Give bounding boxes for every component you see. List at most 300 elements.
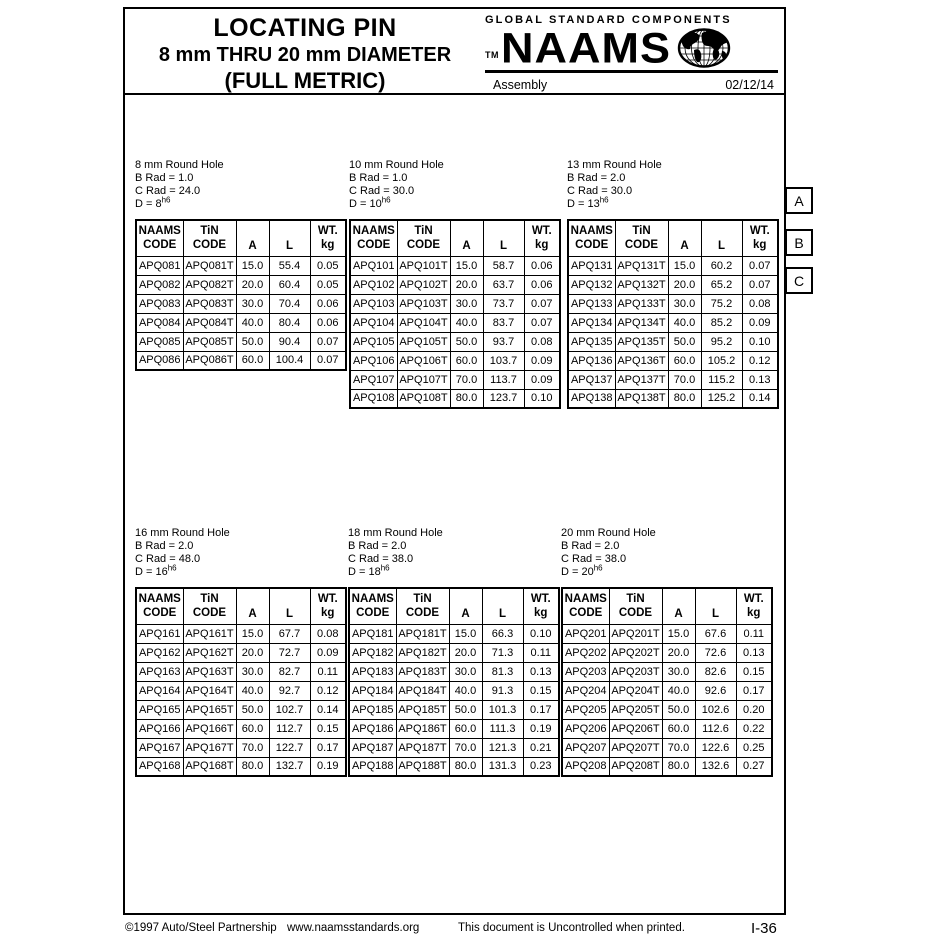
col-header-naams-code: NAAMS CODE: [136, 588, 183, 624]
cell: 82.7: [269, 662, 310, 681]
cell: APQ166T: [183, 719, 236, 738]
d-value: [135, 195, 347, 211]
d-base: D = 20: [561, 566, 594, 578]
hole-info-block: [561, 527, 773, 579]
cell: 121.3: [482, 738, 523, 757]
cell: APQ165T: [183, 700, 236, 719]
col-header-a: A: [450, 220, 483, 256]
cell: 122.6: [695, 738, 736, 757]
cell: APQ181T: [396, 624, 449, 643]
cell: APQ081: [136, 256, 183, 275]
cell: APQ203T: [609, 662, 662, 681]
cell: 92.7: [269, 681, 310, 700]
cell: APQ102: [350, 275, 397, 294]
table-row: [136, 757, 346, 776]
cell: 20.0: [449, 643, 482, 662]
cell: 20.0: [236, 643, 269, 662]
cell: APQ161: [136, 624, 183, 643]
cell: 0.11: [310, 662, 346, 681]
table-row: [568, 294, 778, 313]
table-row: [350, 256, 560, 275]
cell: APQ168: [136, 757, 183, 776]
cell: 58.7: [483, 256, 524, 275]
d-tolerance: h6: [599, 195, 609, 205]
side-label-a: A: [785, 187, 813, 214]
cell: APQ084: [136, 313, 183, 332]
cell: 15.0: [450, 256, 483, 275]
hole-title: 8 mm Round Hole: [135, 159, 224, 171]
table-row: [136, 738, 346, 757]
cell: APQ103T: [397, 294, 450, 313]
cell: APQ185T: [396, 700, 449, 719]
cell: APQ186: [349, 719, 396, 738]
cell: APQ203: [562, 662, 609, 681]
cell: 91.3: [482, 681, 523, 700]
brand-name: NAAMS: [501, 23, 671, 72]
cell: 0.06: [310, 294, 346, 313]
table-row: [568, 389, 778, 408]
cell: 60.0: [236, 719, 269, 738]
cell: APQ086: [136, 351, 183, 370]
cell: APQ207T: [609, 738, 662, 757]
cell: 60.0: [662, 719, 695, 738]
cell: 0.13: [742, 370, 778, 389]
d-tolerance: h6: [593, 563, 603, 573]
cell: 111.3: [482, 719, 523, 738]
brand-logo-row: [485, 23, 778, 72]
col-header-a: A: [449, 588, 482, 624]
cell: APQ185: [349, 700, 396, 719]
table-row: [136, 681, 346, 700]
cell: 70.0: [449, 738, 482, 757]
cell: 122.7: [269, 738, 310, 757]
d-tolerance: h6: [380, 563, 390, 573]
table-row: [136, 700, 346, 719]
globe-icon: [676, 27, 732, 69]
cell: APQ086T: [183, 351, 236, 370]
hole-title: 10 mm Round Hole: [349, 159, 444, 171]
c-rad-value: C Rad = 30.0: [567, 185, 633, 197]
cell: APQ164T: [183, 681, 236, 700]
cell: 73.7: [483, 294, 524, 313]
cell: 0.14: [310, 700, 346, 719]
col-header-l: L: [482, 588, 523, 624]
col-header-naams-code: NAAMS CODE: [350, 220, 397, 256]
table-row: [349, 719, 559, 738]
hole-info-block: [567, 159, 779, 211]
cell: APQ134: [568, 313, 615, 332]
cell: APQ202T: [609, 643, 662, 662]
table-row: [136, 719, 346, 738]
cell: 0.15: [736, 662, 772, 681]
cell: APQ201T: [609, 624, 662, 643]
trademark-symbol: TM: [485, 50, 499, 60]
col-header-wt: WT. kg: [523, 588, 559, 624]
cell: 0.08: [742, 294, 778, 313]
hole-info-block: [348, 527, 560, 579]
cell: 0.08: [524, 332, 560, 351]
cell: 83.7: [483, 313, 524, 332]
cell: APQ136: [568, 351, 615, 370]
col-header-wt: WT. kg: [524, 220, 560, 256]
cell: 0.11: [523, 643, 559, 662]
cell: 20.0: [236, 275, 269, 294]
cell: APQ164: [136, 681, 183, 700]
d-base: D = 10: [349, 198, 382, 210]
spec-table-10mm: [349, 219, 561, 409]
cell: 0.23: [523, 757, 559, 776]
cell: APQ187: [349, 738, 396, 757]
cell: APQ186T: [396, 719, 449, 738]
cell: 112.7: [269, 719, 310, 738]
table-row: [349, 700, 559, 719]
cell: 15.0: [662, 624, 695, 643]
cell: 30.0: [450, 294, 483, 313]
header-row: [349, 588, 559, 624]
c-rad-value: C Rad = 24.0: [135, 185, 201, 197]
cell: APQ206T: [609, 719, 662, 738]
side-label-b: B: [785, 229, 813, 256]
cell: APQ204: [562, 681, 609, 700]
cell: 60.2: [701, 256, 742, 275]
spec-table-20mm: [561, 587, 773, 777]
table-row: [136, 643, 346, 662]
cell: 0.15: [310, 719, 346, 738]
cell: APQ082: [136, 275, 183, 294]
table-row: [349, 738, 559, 757]
cell: 0.10: [524, 389, 560, 408]
col-header-tin-code: TiN CODE: [183, 588, 236, 624]
header-row: [562, 588, 772, 624]
cell: APQ101T: [397, 256, 450, 275]
table-row: [568, 275, 778, 294]
hole-title: 20 mm Round Hole: [561, 527, 656, 539]
cell: 0.13: [736, 643, 772, 662]
cell: 0.07: [742, 256, 778, 275]
footer-notice: This document is Uncontrolled when printed.: [458, 922, 685, 934]
c-rad-value: C Rad = 30.0: [349, 185, 415, 197]
cell: 132.6: [695, 757, 736, 776]
cell: 0.06: [524, 275, 560, 294]
cell: 0.15: [523, 681, 559, 700]
col-header-l: L: [483, 220, 524, 256]
cell: APQ168T: [183, 757, 236, 776]
cell: 30.0: [662, 662, 695, 681]
cell: 100.4: [269, 351, 310, 370]
cell: 60.0: [668, 351, 701, 370]
table-row: [349, 757, 559, 776]
c-rad-value: C Rad = 48.0: [135, 553, 201, 565]
table-row: [562, 662, 772, 681]
col-header-l: L: [269, 220, 310, 256]
cell: 0.14: [742, 389, 778, 408]
table-row: [349, 624, 559, 643]
cell: 75.2: [701, 294, 742, 313]
cell: APQ105: [350, 332, 397, 351]
cell: 50.0: [668, 332, 701, 351]
cell: APQ184T: [396, 681, 449, 700]
cell: 67.7: [269, 624, 310, 643]
cell: 70.0: [668, 370, 701, 389]
cell: 0.07: [310, 332, 346, 351]
cell: APQ135: [568, 332, 615, 351]
cell: 132.7: [269, 757, 310, 776]
cell: 93.7: [483, 332, 524, 351]
cell: 0.19: [310, 757, 346, 776]
hole-title: 18 mm Round Hole: [348, 527, 443, 539]
cell: APQ083: [136, 294, 183, 313]
cell: 0.07: [742, 275, 778, 294]
cell: 90.4: [269, 332, 310, 351]
cell: 30.0: [449, 662, 482, 681]
cell: 81.3: [482, 662, 523, 681]
cell: 92.6: [695, 681, 736, 700]
cell: 0.21: [523, 738, 559, 757]
b-rad-value: B Rad = 1.0: [135, 172, 194, 184]
cell: 102.7: [269, 700, 310, 719]
cell: APQ138: [568, 389, 615, 408]
cell: 0.05: [310, 256, 346, 275]
cell: 15.0: [236, 256, 269, 275]
d-tolerance: h6: [167, 563, 177, 573]
content-frame: [123, 7, 786, 915]
col-header-wt: WT. kg: [742, 220, 778, 256]
cell: APQ162T: [183, 643, 236, 662]
table-row: [349, 681, 559, 700]
table-row: [568, 370, 778, 389]
table-row: [350, 313, 560, 332]
cell: APQ184: [349, 681, 396, 700]
table-row: [562, 700, 772, 719]
cell: 15.0: [449, 624, 482, 643]
d-tolerance: h6: [381, 195, 391, 205]
cell: APQ132T: [615, 275, 668, 294]
d-value: [348, 563, 560, 579]
cell: 71.3: [482, 643, 523, 662]
col-header-a: A: [668, 220, 701, 256]
cell: APQ134T: [615, 313, 668, 332]
table-row: [568, 256, 778, 275]
cell: 0.17: [523, 700, 559, 719]
cell: 0.07: [524, 313, 560, 332]
table-row: [562, 757, 772, 776]
cell: 40.0: [236, 313, 269, 332]
cell: 55.4: [269, 256, 310, 275]
cell: 0.07: [310, 351, 346, 370]
cell: 80.4: [269, 313, 310, 332]
table-row: [350, 294, 560, 313]
cell: 0.20: [736, 700, 772, 719]
col-header-wt: WT. kg: [310, 588, 346, 624]
cell: APQ138T: [615, 389, 668, 408]
cell: APQ101: [350, 256, 397, 275]
col-header-tin-code: TiN CODE: [397, 220, 450, 256]
cell: 102.6: [695, 700, 736, 719]
table-row: [350, 351, 560, 370]
cell: 112.6: [695, 719, 736, 738]
pin-size-group-8mm: [135, 159, 347, 371]
cell: 0.07: [524, 294, 560, 313]
col-header-wt: WT. kg: [310, 220, 346, 256]
table-row: [568, 313, 778, 332]
cell: 72.7: [269, 643, 310, 662]
cell: 0.27: [736, 757, 772, 776]
cell: 105.2: [701, 351, 742, 370]
cell: 63.7: [483, 275, 524, 294]
col-header-a: A: [662, 588, 695, 624]
cell: 70.0: [450, 370, 483, 389]
cell: 72.6: [695, 643, 736, 662]
cell: 15.0: [668, 256, 701, 275]
table-row: [350, 332, 560, 351]
table-row: [350, 389, 560, 408]
cell: 66.3: [482, 624, 523, 643]
d-base: D = 18: [348, 566, 381, 578]
col-header-a: A: [236, 588, 269, 624]
table-row: [562, 681, 772, 700]
table-row: [562, 624, 772, 643]
cell: 115.2: [701, 370, 742, 389]
cell: APQ104: [350, 313, 397, 332]
pin-size-group-16mm: [135, 527, 347, 777]
table-row: [562, 738, 772, 757]
cell: APQ201: [562, 624, 609, 643]
b-rad-value: B Rad = 2.0: [348, 540, 407, 552]
cell: APQ206: [562, 719, 609, 738]
cell: APQ136T: [615, 351, 668, 370]
d-tolerance: h6: [161, 195, 171, 205]
cell: 60.0: [450, 351, 483, 370]
spec-table-16mm: [135, 587, 347, 777]
brand-block: [485, 9, 784, 93]
cell: 0.17: [310, 738, 346, 757]
cell: APQ081T: [183, 256, 236, 275]
cell: APQ165: [136, 700, 183, 719]
table-row: [136, 313, 346, 332]
hole-title: 16 mm Round Hole: [135, 527, 230, 539]
pin-size-group-10mm: [349, 159, 561, 409]
pin-size-group-13mm: [567, 159, 779, 409]
page-title: LOCATING PIN: [213, 14, 397, 42]
col-header-naams-code: NAAMS CODE: [349, 588, 396, 624]
hole-info-block: [135, 159, 347, 211]
cell: APQ181: [349, 624, 396, 643]
cell: APQ131: [568, 256, 615, 275]
cell: 67.6: [695, 624, 736, 643]
cell: 40.0: [236, 681, 269, 700]
brand-tagline: GLOBAL STANDARD COMPONENTS: [485, 14, 732, 26]
cell: 20.0: [662, 643, 695, 662]
b-rad-value: B Rad = 2.0: [135, 540, 194, 552]
cell: APQ182T: [396, 643, 449, 662]
cell: APQ085: [136, 332, 183, 351]
col-header-tin-code: TiN CODE: [396, 588, 449, 624]
cell: 0.08: [310, 624, 346, 643]
c-rad-value: C Rad = 38.0: [561, 553, 627, 565]
cell: APQ132: [568, 275, 615, 294]
cell: 20.0: [450, 275, 483, 294]
d-value: [135, 563, 347, 579]
cell: 50.0: [450, 332, 483, 351]
col-header-tin-code: TiN CODE: [183, 220, 236, 256]
table-row: [562, 719, 772, 738]
cell: APQ182: [349, 643, 396, 662]
cell: 125.2: [701, 389, 742, 408]
cell: APQ105T: [397, 332, 450, 351]
d-base: D = 8: [135, 198, 162, 210]
cell: APQ103: [350, 294, 397, 313]
cell: 0.10: [742, 332, 778, 351]
cell: 0.17: [736, 681, 772, 700]
cell: APQ133T: [615, 294, 668, 313]
cell: 0.09: [310, 643, 346, 662]
spec-table-13mm: [567, 219, 779, 409]
cell: APQ208T: [609, 757, 662, 776]
cell: 80.0: [662, 757, 695, 776]
cell: APQ188T: [396, 757, 449, 776]
d-base: D = 13: [567, 198, 600, 210]
cell: APQ183T: [396, 662, 449, 681]
cell: APQ183: [349, 662, 396, 681]
d-value: [349, 195, 561, 211]
cell: APQ135T: [615, 332, 668, 351]
cell: 0.11: [736, 624, 772, 643]
table-row: [568, 332, 778, 351]
cell: APQ161T: [183, 624, 236, 643]
cell: 65.2: [701, 275, 742, 294]
cell: 95.2: [701, 332, 742, 351]
cell: APQ106: [350, 351, 397, 370]
col-header-l: L: [695, 588, 736, 624]
cell: 0.22: [736, 719, 772, 738]
side-label-c: C: [785, 267, 813, 294]
c-rad-value: C Rad = 38.0: [348, 553, 414, 565]
table-row: [136, 351, 346, 370]
cell: 50.0: [236, 332, 269, 351]
cell: 103.7: [483, 351, 524, 370]
table-row: [136, 256, 346, 275]
col-header-wt: WT. kg: [736, 588, 772, 624]
table-row: [136, 662, 346, 681]
cell: APQ084T: [183, 313, 236, 332]
header-row: [136, 588, 346, 624]
cell: 0.13: [523, 662, 559, 681]
cell: 60.4: [269, 275, 310, 294]
col-header-naams-code: NAAMS CODE: [568, 220, 615, 256]
page-subtitle-diameter: 8 mm THRU 20 mm DIAMETER: [158, 44, 452, 66]
cell: 30.0: [668, 294, 701, 313]
revision-date: 02/12/14: [725, 78, 774, 92]
cell: APQ107: [350, 370, 397, 389]
cell: 0.12: [310, 681, 346, 700]
cell: APQ108T: [397, 389, 450, 408]
table-row: [568, 351, 778, 370]
cell: APQ163T: [183, 662, 236, 681]
cell: 80.0: [668, 389, 701, 408]
cell: APQ107T: [397, 370, 450, 389]
cell: APQ104T: [397, 313, 450, 332]
cell: 30.0: [236, 662, 269, 681]
cell: 30.0: [236, 294, 269, 313]
cell: 50.0: [236, 700, 269, 719]
cell: 40.0: [668, 313, 701, 332]
b-rad-value: B Rad = 1.0: [349, 172, 408, 184]
cell: 82.6: [695, 662, 736, 681]
cell: 50.0: [662, 700, 695, 719]
hole-title: 13 mm Round Hole: [567, 159, 662, 171]
pin-size-group-20mm: [561, 527, 773, 777]
page-subtitle-metric: (FULL METRIC): [224, 68, 386, 93]
